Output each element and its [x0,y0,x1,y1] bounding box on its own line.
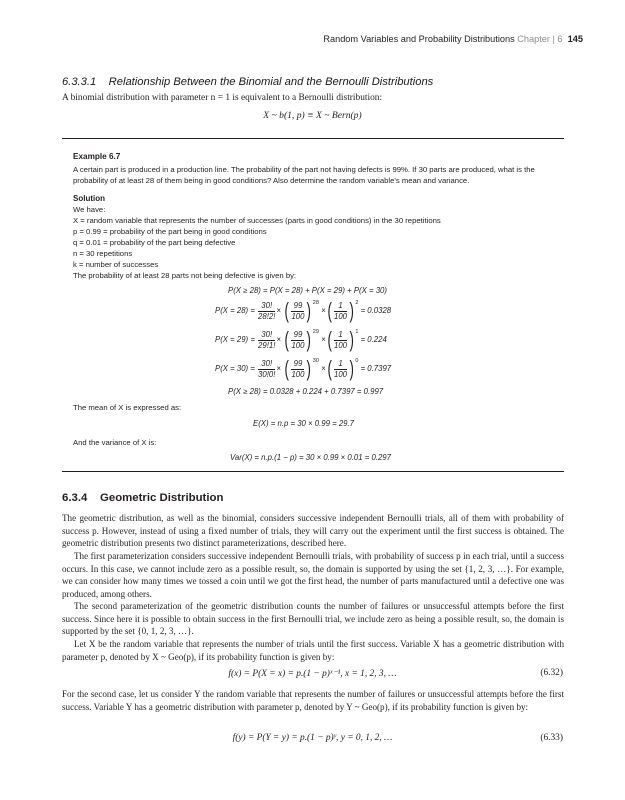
equation-number: (6.32) [540,668,563,678]
denominator: 100 [291,340,305,350]
lhs: P(X = 30) = [215,364,255,374]
lhs: P(X = 29) = [215,335,255,345]
denominator: 100 [333,340,347,350]
denominator: 100 [333,311,347,321]
mean-equation: E(X) = n.p = 30 × 0.99 = 29.7 [253,419,354,428]
mean-label: The mean of X is expressed as: [73,403,182,412]
prob-x-28-equation: P(X = 28) = $\frac{30!}{28!2!}$ × ( $\frac{99}{100}$ )$^{28}$ ×( $\frac{1}{100}$ )$^2$ = 0.0328 [215,298,392,323]
factorial-fraction [258,330,275,351]
definition-line: X = random variable that represents the number of successes (parts in good conditions) in the 30 repetitions [73,216,441,225]
exponent: 0 [355,358,359,365]
definition-line: k = number of successes [73,260,159,269]
paragraph: The geometric distribution, as well as the binomial, considers successive independent Bernoulli trials, all of them with probability of success p. However, instead of using a fixed number of trials, they will carry out the experiment until the first success is obtained. The geometric distribution presents two distinct parameterizations, described here. [62,513,564,549]
definition-line: n = 30 repetitions [73,249,133,258]
paragraph: The second parameterization of the geometric distribution counts the number of failures or unsuccessful attempts before the first success. Since here it is possible to obtain success in the first Bernoulli trial, we include zero as being a possible result, so, the domain is supported by the set {0, 1, 2, 3, …}. [62,601,564,637]
denominator: 30!0! [258,369,276,379]
definition-line: q = 0.01 = probability of the part being defective [73,238,236,247]
denominator: 29!1! [258,340,276,350]
paragraph: Let X be the random variable that represents the number of trials until the first success. Variable X has a geometric distribution with parameter p, denoted by X ~ Geo(p), if its probability function is given by: [62,639,564,662]
numerator: 30! [258,301,275,312]
prob-x-30-equation: P(X = 30) = $\frac{30!}{30!0!}$ × ( $\frac{99}{100}$ )$^{30}$ ×( $\frac{1}{100}$ )$^0$ = 0.7397 [215,356,392,381]
section-heading-634: 6.3.4 Geometric Distribution [62,492,224,504]
variance-label: And the variance of X is: [73,438,157,447]
success-fraction [291,330,304,351]
result: = 0.0328 [360,306,392,316]
numerator: 99 [291,301,304,312]
result: = 0.224 [360,335,387,345]
section-title: Relationship Between the Binomial and the Bernoulli Distributions [108,76,434,88]
bernoulli-equation: X ~ b(1, p) ≡ X ~ Bern(p) [263,110,362,121]
numerator: 1 [334,330,347,341]
paragraph: The first parameterization considers successive independent Bernoulli trials, with probability of success p in each trial, until a success occurs. In this case, we cannot include zero as a possible result, so, the domain is supported by using the set {1, 2, 3, …}. For example, we can consider how many times we tossed a coin until we got the first head, the number of parts manufactured until a defective one was produced, among others. [62,551,564,599]
denominator: 100 [291,311,305,321]
prob-sum-equation: P(X ≥ 28) = P(X = 28) + P(X = 29) + P(X = 30) [228,286,387,295]
success-fraction [291,359,304,380]
solution-label: Solution [73,194,105,203]
failure-fraction [334,330,347,351]
denominator: 100 [333,369,347,379]
factorial-fraction [258,301,275,322]
numerator: 1 [334,359,347,370]
numerator: 30! [258,330,275,341]
equation-number: (6.33) [540,733,563,743]
running-header [323,34,583,44]
failure-fraction [334,301,347,322]
example-bottom-rule [62,471,564,472]
prob-total-equation: P(X ≥ 28) = 0.0328 + 0.224 + 0.7397 = 0.997 [228,387,384,396]
result: = 0.7397 [360,364,392,374]
variance-equation: Var(X) = n.p.(1 − p) = 30 × 0.99 × 0.01 = 0.297 [230,453,391,462]
prob-x-29-equation: P(X = 29) = $\frac{30!}{29!1!}$ × ( $\frac{99}{100}$ )$^{29}$ ×( $\frac{1}{100}$ )$^1$ = 0.224 [215,327,387,352]
header-chapter: Chapter | 6 [517,34,563,44]
exponent: 29 [312,329,319,336]
numerator: 99 [291,330,304,341]
equation-6-33: f(y) = P(Y = y) = p.(1 − p)ʸ, y = 0, 1, 2, … [232,733,393,743]
numerator: 30! [258,359,275,370]
section-intro: A binomial distribution with parameter n = 1 is equivalent to a Bernoulli distribution: [62,93,383,103]
header-title: Random Variables and Probability Distributions [323,34,515,44]
section-number: 6.3.3.1 [62,76,97,88]
example-top-rule [62,138,564,139]
page-number: 145 [567,34,583,44]
definition-line: p = 0.99 = probability of the part being in good conditions [73,227,267,236]
example-statement: A certain part is produced in a production line. The probability of the part not having defects is 99%. If 30 parts are produced, what is the probability of at least 28 of them being in good conditions? Also determine the random variable's mean and variance. [73,165,535,185]
exponent: 1 [355,329,359,336]
denominator: 100 [291,369,305,379]
equation-6-32: f(x) = P(X = x) = p.(1 − p)ˣ⁻¹, x = 1, 2, 3, … [228,669,397,679]
example-title: Example 6.7 [73,152,121,161]
exponent: 30 [312,358,319,365]
lhs: P(X = 28) = [215,306,255,316]
we-have: We have: [73,205,106,214]
denominator: 28!2! [258,311,276,321]
section-heading-6331 [62,76,433,88]
numerator: 1 [334,301,347,312]
exponent: 28 [312,300,319,307]
paragraph: For the second case, let us consider Y the random variable that represents the number of failures or unsuccessful attempts before the first success. Variable Y has a geometric distribution with parameter p, denoted by Y ~ Geo(p), if its probability function is given by: [62,689,564,712]
numerator: 99 [291,359,304,370]
success-fraction [291,301,304,322]
exponent: 2 [355,300,359,307]
failure-fraction [334,359,347,380]
probability-intro: The probability of at least 28 parts not being defective is given by: [73,271,297,280]
factorial-fraction [258,359,275,380]
